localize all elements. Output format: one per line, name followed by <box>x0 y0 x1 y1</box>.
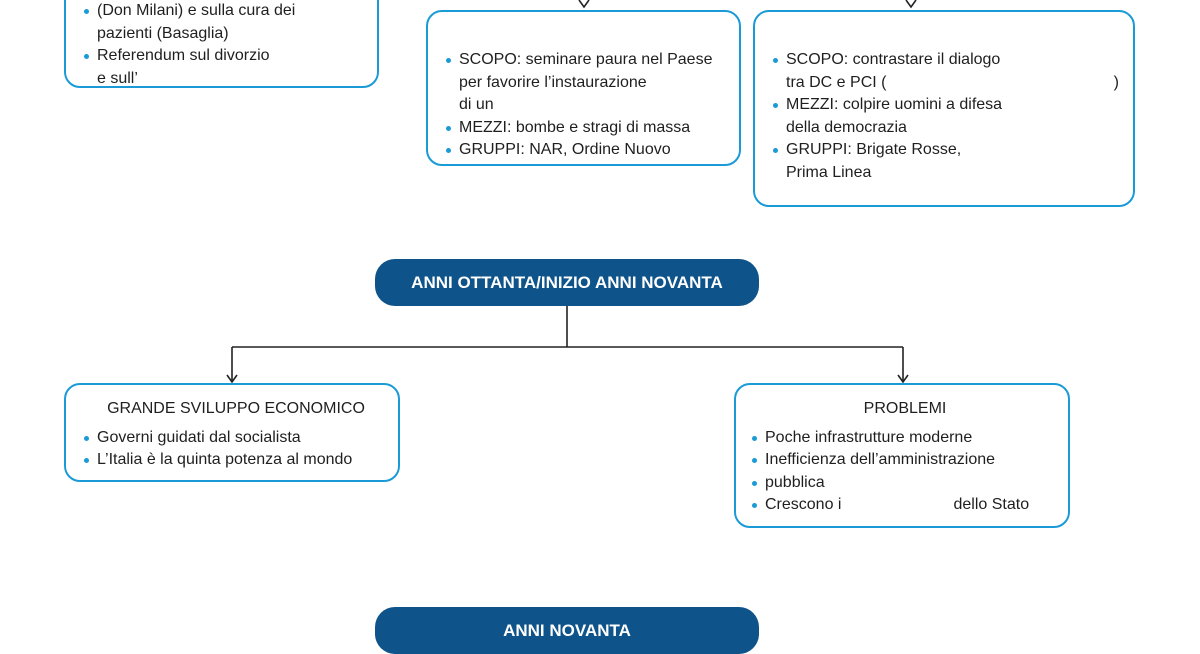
item-line: MEZZI: bombe e stragi di massa <box>459 118 691 136</box>
item-line: SCOPO: contrastare il dialogo <box>786 51 1001 68</box>
item-text-start: Crescono i <box>765 496 842 513</box>
list-item <box>773 139 1119 184</box>
list-item <box>84 45 361 90</box>
closing-paren: ) <box>1113 73 1119 91</box>
box-sviluppo-economico <box>64 383 400 482</box>
box-stragismo <box>426 10 741 166</box>
item-line: (Don Milani) e sulla cura dei <box>97 2 296 19</box>
item-line: GRUPPI: Brigate Rosse, <box>786 141 962 158</box>
item-line: Referendum sul divorzio <box>97 47 270 64</box>
item-line: Prima Linea <box>786 163 872 181</box>
item-line-with-blank <box>786 72 1119 95</box>
list-item <box>84 0 361 45</box>
item-text-end: dello Stato <box>953 496 1030 513</box>
item-line: della democrazia <box>786 118 907 136</box>
item-line: pazienti (Basaglia) <box>97 24 229 42</box>
list-problemi <box>752 427 1058 517</box>
box-title: GRANDE SVILUPPO ECONOMICO <box>107 400 365 417</box>
list-item <box>446 117 729 140</box>
list-item: pubblica <box>752 472 1058 495</box>
list-item: Poche infrastrutture moderne <box>752 427 1058 450</box>
item-line: di un <box>459 96 494 113</box>
item-line: e sull’ <box>97 69 138 87</box>
list-top-left <box>84 0 361 90</box>
arrow-top-middle <box>579 0 589 7</box>
box-problemi <box>734 383 1070 528</box>
list-item <box>446 49 729 117</box>
list-item: Governi guidati dal socialista <box>84 427 388 450</box>
list-sviluppo <box>84 427 388 472</box>
list-item <box>446 139 729 162</box>
list-terrorismo-rosso <box>773 49 1119 184</box>
item-line: per favorire l’instaurazione <box>459 73 647 91</box>
list-item: L’Italia è la quinta potenza al mondo <box>84 449 388 472</box>
list-item: Inefficienza dell’amministrazione <box>752 449 1058 472</box>
header-anni-novanta: ANNI NOVANTA <box>375 607 759 654</box>
box-top-left <box>64 0 379 88</box>
list-stragismo <box>446 49 729 162</box>
header-anni-ottanta: ANNI OTTANTA/INIZIO ANNI NOVANTA <box>375 259 759 306</box>
box-terrorismo-rosso <box>753 10 1135 207</box>
item-text: tra DC e PCI ( <box>786 73 887 91</box>
list-item <box>773 49 1119 94</box>
item-line: SCOPO: seminare paura nel Paese <box>459 51 713 68</box>
list-item-with-blank <box>752 494 1058 517</box>
list-item <box>773 94 1119 139</box>
item-line: GRUPPI: NAR, Ordine Nuovo <box>459 141 671 158</box>
arrow-top-right <box>906 0 916 7</box>
box-title: PROBLEMI <box>863 400 947 417</box>
item-line: MEZZI: colpire uomini a difesa <box>786 96 1003 113</box>
